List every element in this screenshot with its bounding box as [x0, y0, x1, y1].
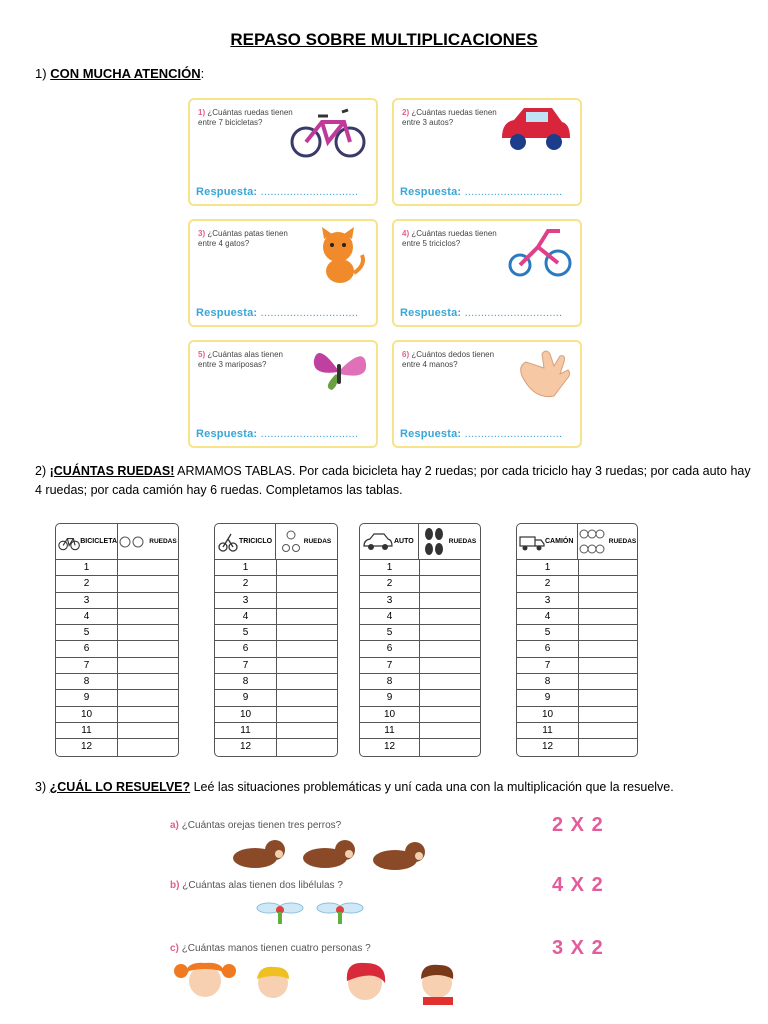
problem-card-4: 4) ¿Cuántas ruedas tienen entre 5 triciclos? Respuesta: ..............................	[392, 219, 582, 327]
answer-cell[interactable]	[277, 593, 337, 608]
table-row	[215, 576, 337, 592]
table-bicycle: BICICLETA RUEDAS 1 2 3 4 5 6 7 8 9 10 11 12	[55, 523, 179, 757]
table-row	[56, 560, 178, 576]
row-number: 11	[56, 723, 118, 738]
table-row	[517, 576, 637, 592]
answer-cell[interactable]	[277, 739, 337, 755]
answer-cell[interactable]	[579, 560, 637, 575]
row-number: 7	[360, 658, 420, 673]
table-row	[56, 690, 178, 706]
table-row	[360, 641, 480, 657]
table-row	[517, 690, 637, 706]
row-number: 6	[360, 641, 420, 656]
wheel-icon	[119, 535, 145, 549]
row-number: 5	[517, 625, 579, 640]
hand-icon	[514, 346, 574, 402]
table-row	[215, 674, 337, 690]
answer-cell[interactable]	[420, 641, 480, 656]
table-row	[517, 658, 637, 674]
table-row	[360, 707, 480, 723]
bicycle-icon	[58, 532, 80, 552]
answer-cell[interactable]	[579, 641, 637, 656]
table-row	[360, 674, 480, 690]
row-number: 6	[56, 641, 118, 656]
answer-cell[interactable]	[118, 641, 178, 656]
answer-cell[interactable]	[579, 625, 637, 640]
multiplication-option-3[interactable]: 3 X 2	[552, 937, 604, 959]
answer-cell[interactable]	[420, 690, 480, 705]
multiplication-option-2[interactable]: 4 X 2	[552, 874, 604, 896]
answer-cell[interactable]	[118, 625, 178, 640]
table-row	[215, 658, 337, 674]
bicycle-icon	[288, 104, 370, 160]
row-number: 4	[56, 609, 118, 624]
row-number: 9	[215, 690, 277, 705]
table-row	[56, 641, 178, 657]
table-row	[215, 723, 337, 739]
problem-b: b) ¿Cuántas alas tienen dos libélulas ?	[170, 880, 343, 891]
problem-card-3: 3) ¿Cuántas patas tienen entre 4 gatos? Respuesta: ..............................	[188, 219, 378, 327]
answer-cell[interactable]	[420, 658, 480, 673]
table-row	[360, 609, 480, 625]
cat-icon	[310, 225, 370, 287]
answer-cell[interactable]	[277, 690, 337, 705]
table-row	[56, 739, 178, 755]
table-row	[56, 625, 178, 641]
row-number: 2	[360, 576, 420, 591]
table-row	[56, 674, 178, 690]
row-number: 1	[56, 560, 118, 575]
answer-cell[interactable]	[579, 707, 637, 722]
table-row	[215, 690, 337, 706]
tire-icon	[423, 527, 445, 557]
row-number: 7	[517, 658, 579, 673]
row-number: 5	[215, 625, 277, 640]
answer-cell[interactable]	[277, 576, 337, 591]
answer-cell[interactable]	[118, 739, 178, 755]
answer-cell[interactable]	[420, 609, 480, 624]
problem-card-5: 5) ¿Cuántas alas tienen entre 3 mariposas? Respuesta: ..............................	[188, 340, 378, 448]
row-number: 7	[215, 658, 277, 673]
table-row	[517, 625, 637, 641]
answer-cell[interactable]	[579, 739, 637, 755]
table-row	[215, 707, 337, 723]
row-number: 2	[56, 576, 118, 591]
wheel-icon	[579, 527, 605, 557]
row-number: 9	[56, 690, 118, 705]
answer-cell[interactable]	[420, 674, 480, 689]
table-row	[215, 560, 337, 576]
row-number: 1	[215, 560, 277, 575]
answer-cell[interactable]	[118, 690, 178, 705]
row-number: 3	[215, 593, 277, 608]
truck-icon	[519, 532, 545, 552]
dog-icon	[225, 836, 445, 876]
row-number: 3	[56, 593, 118, 608]
section-1-heading: 1) CON MUCHA ATENCIÓN:	[35, 66, 205, 81]
table-car: AUTO RUEDAS 1 2 3 4 5 6 7 8 9 10 11 12	[359, 523, 481, 757]
tricycle-icon	[504, 225, 574, 281]
table-row	[517, 609, 637, 625]
tricycle-icon	[217, 531, 239, 553]
row-number: 5	[56, 625, 118, 640]
answer-cell[interactable]	[277, 560, 337, 575]
multiplication-option-1[interactable]: 2 X 2	[552, 814, 604, 836]
row-number: 1	[517, 560, 579, 575]
table-row	[215, 625, 337, 641]
answer-cell[interactable]	[579, 593, 637, 608]
answer-cell[interactable]	[277, 625, 337, 640]
children-icon	[165, 955, 495, 1005]
answer-cell[interactable]	[579, 723, 637, 738]
answer-cell[interactable]	[277, 658, 337, 673]
table-row	[56, 593, 178, 609]
table-row	[517, 641, 637, 657]
row-number: 3	[517, 593, 579, 608]
table-row	[360, 658, 480, 674]
answer-cell[interactable]	[277, 641, 337, 656]
answer-cell[interactable]	[118, 576, 178, 591]
table-row	[215, 641, 337, 657]
row-number: 6	[215, 641, 277, 656]
answer-cell[interactable]	[118, 560, 178, 575]
answer-cell[interactable]	[579, 576, 637, 591]
row-number: 11	[360, 723, 420, 738]
row-number: 3	[360, 593, 420, 608]
row-number: 8	[215, 674, 277, 689]
problem-card-6: 6) ¿Cuántos dedos tienen entre 4 manos? Respuesta: ..............................	[392, 340, 582, 448]
answer-cell[interactable]	[118, 609, 178, 624]
problem-cards-grid	[188, 98, 583, 450]
row-number: 1	[360, 560, 420, 575]
row-number: 12	[360, 739, 420, 755]
row-number: 10	[56, 707, 118, 722]
table-tricycle: TRICICLO RUEDAS 1 2 3 4 5 6 7 8 9 10 11 12	[214, 523, 338, 757]
row-number: 10	[517, 707, 579, 722]
butterfly-icon	[308, 346, 370, 392]
row-number: 11	[517, 723, 579, 738]
table-row	[56, 723, 178, 739]
row-number: 8	[517, 674, 579, 689]
row-number: 2	[517, 576, 579, 591]
answer-cell[interactable]	[579, 609, 637, 624]
table-row	[215, 593, 337, 609]
answer-cell[interactable]	[118, 723, 178, 738]
row-number: 8	[56, 674, 118, 689]
answer-cell[interactable]	[579, 658, 637, 673]
answer-cell[interactable]	[277, 674, 337, 689]
table-row	[56, 658, 178, 674]
row-number: 8	[360, 674, 420, 689]
row-number: 9	[517, 690, 579, 705]
answer-cell[interactable]	[420, 560, 480, 575]
answer-cell[interactable]	[118, 707, 178, 722]
answer-cell[interactable]	[420, 723, 480, 738]
row-number: 4	[360, 609, 420, 624]
row-number: 10	[215, 707, 277, 722]
row-number: 4	[215, 609, 277, 624]
row-number: 10	[360, 707, 420, 722]
table-row	[360, 690, 480, 706]
row-number: 6	[517, 641, 579, 656]
row-number: 5	[360, 625, 420, 640]
table-truck: CAMIÓN RUEDAS 1 2 3 4 5 6 7 8 9 10 11 12	[516, 523, 638, 757]
section-3-instructions: 3) ¿CUÁL LO RESUELVE? Leé las situaciones problemáticas y uní cada una con la multiplicación que la resuelve.	[35, 780, 674, 794]
row-number: 4	[517, 609, 579, 624]
row-number: 2	[215, 576, 277, 591]
table-row	[56, 609, 178, 625]
table-row	[360, 593, 480, 609]
problem-a: a) ¿Cuántas orejas tienen tres perros?	[170, 820, 342, 831]
answer-cell[interactable]	[118, 593, 178, 608]
answer-cell[interactable]	[579, 690, 637, 705]
table-row	[215, 609, 337, 625]
answer-cell[interactable]	[420, 576, 480, 591]
table-row	[360, 723, 480, 739]
row-number: 11	[215, 723, 277, 738]
row-number: 7	[56, 658, 118, 673]
problem-card-1: 1) ¿Cuántas ruedas tienen entre 7 bicicletas? Respuesta: ..............................	[188, 98, 378, 206]
answer-cell[interactable]	[277, 723, 337, 738]
table-row	[517, 560, 637, 576]
table-row	[360, 576, 480, 592]
answer-cell[interactable]	[420, 625, 480, 640]
answer-cell[interactable]	[420, 739, 480, 755]
problem-card-2: 2) ¿Cuántas ruedas tienen entre 3 autos? Respuesta: ..............................	[392, 98, 582, 206]
answer-cell[interactable]	[118, 674, 178, 689]
page-title: REPASO SOBRE MULTIPLICACIONES	[230, 30, 538, 49]
table-row	[360, 560, 480, 576]
car-icon	[496, 104, 574, 154]
table-row	[517, 739, 637, 755]
answer-cell[interactable]	[579, 674, 637, 689]
row-number: 9	[360, 690, 420, 705]
row-number: 12	[215, 739, 277, 755]
table-row	[56, 707, 178, 723]
answer-cell[interactable]	[277, 609, 337, 624]
row-number: 12	[517, 739, 579, 755]
answer-cell[interactable]	[420, 593, 480, 608]
wheel-icon	[282, 529, 300, 555]
row-number: 12	[56, 739, 118, 755]
table-row	[215, 739, 337, 755]
car-icon	[362, 532, 394, 552]
table-row	[517, 593, 637, 609]
table-row	[360, 625, 480, 641]
table-row	[517, 674, 637, 690]
table-row	[517, 723, 637, 739]
answer-cell[interactable]	[420, 707, 480, 722]
table-row	[56, 576, 178, 592]
table-row	[517, 707, 637, 723]
answer-cell[interactable]	[277, 707, 337, 722]
dragonfly-icon	[255, 898, 375, 926]
problem-c: c) ¿Cuántas manos tienen cuatro personas ?	[170, 943, 371, 954]
section-2-instructions: 2) ¡CUÁNTAS RUEDAS! ARMAMOS TABLAS. Por cada bicicleta hay 2 ruedas; por cada triciclo hay 3 ruedas; por cada auto hay 4 ruedas; por cada camión hay 6 ruedas. Completamos las tablas.	[35, 464, 751, 497]
answer-cell[interactable]	[118, 658, 178, 673]
table-row	[360, 739, 480, 755]
